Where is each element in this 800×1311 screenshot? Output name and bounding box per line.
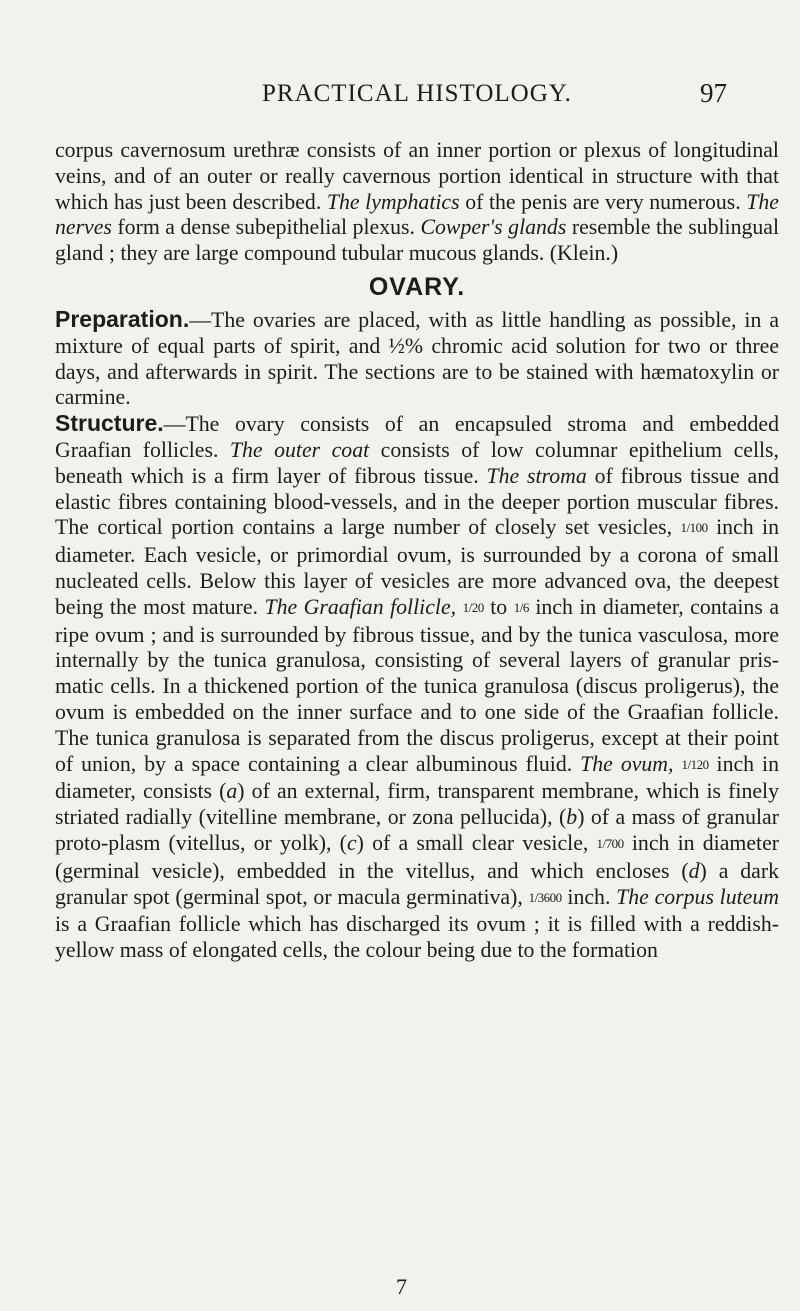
section-title: OVARY. bbox=[368, 272, 466, 301]
page-body bbox=[55, 138, 779, 964]
fraction: 1/700 bbox=[596, 835, 624, 851]
text-run: is a Graafian follicle which has discharged its ovum ; it is filled with a reddish-yellow mass of elongated cells, the colour being due to the formation bbox=[55, 912, 779, 963]
text-run: inch in diameter, contains a ripe ovum ; and is surrounded by fibrous tissue, and by the tunica vasculosa, more internally by the tunica granulosa, consisting of several layers of granular pris-matic cells. In a thickened portion of the tunica granulosa (discus proligerus), the ovum is embedded on the inner surface and to one side of the Graafian follicle. The tunica granulosa is separated from the discus proligerus, except at their point of union, by a space containing a clear albuminous fluid. bbox=[55, 594, 779, 776]
italic-term: Cowper's glands bbox=[420, 215, 567, 240]
text-run: consists of low columnar epithelium cells, beneath which is a firm layer of fibrous tissue. bbox=[55, 437, 779, 488]
fraction: 1/120 bbox=[681, 756, 709, 772]
fraction: 1/6 bbox=[513, 599, 529, 615]
page-header bbox=[0, 74, 800, 114]
structure-paragraph bbox=[55, 411, 779, 964]
running-head: PRACTICAL HISTOLOGY. bbox=[262, 80, 572, 107]
fraction: 1/20 bbox=[462, 599, 484, 615]
italic-term: The nerves bbox=[55, 189, 779, 240]
preparation-heading: Preparation. bbox=[55, 305, 190, 332]
italic-term: The Graafian follicle, bbox=[264, 594, 457, 619]
structure-heading: Structure. bbox=[55, 410, 164, 437]
text-run: of fibrous tissue and elastic fibres containing blood-vessels, and in the deeper portion muscular fibres. The cortical portion contains a large number of closely set vesicles, bbox=[55, 463, 779, 540]
italic-letter: c bbox=[346, 830, 357, 855]
italic-term: The lymphatics bbox=[326, 189, 460, 214]
italic-letter: b bbox=[566, 805, 578, 830]
page-number: 97 bbox=[700, 78, 727, 108]
text-run: ) of an external, firm, transparent membrane, which is finely striated radially (vitelline membrane, or zona pellucida), ( bbox=[55, 779, 779, 830]
text-run: —The ovaries are placed, with as little handling as possible, in a mixture of equal parts of spirit, and ½% chromic acid solution for two or three days, and afterwards in spirit. The sections are to be stained with hæmatoxylin or carmine. bbox=[55, 307, 779, 410]
italic-term: The corpus luteum bbox=[616, 884, 779, 909]
italic-letter: d bbox=[688, 858, 700, 883]
text-run: inch in diameter, consists ( bbox=[55, 751, 779, 804]
fraction: 1/100 bbox=[680, 520, 708, 536]
text-run: inch in diameter (germinal vesicle), embedded in the vitellus, and which encloses ( bbox=[55, 830, 780, 883]
italic-letter: a bbox=[226, 779, 238, 804]
preparation-paragraph bbox=[55, 307, 779, 411]
italic-term: The outer coat bbox=[229, 437, 370, 462]
italic-term: The ovum, bbox=[580, 751, 674, 776]
text-run: resemble the sublingual gland ; they are large compound tubular mucous glands. (Klein.) bbox=[55, 215, 780, 266]
text-run: inch. bbox=[561, 884, 617, 909]
text-run: of the penis are very numerous. bbox=[459, 189, 747, 214]
text-run: inch in diameter. Each vesicle, or primordial ovum, is surrounded by a corona of small nucleated cells. Below this layer of vesicles are more advanced ova, the deepest being the most mature. bbox=[55, 515, 779, 619]
text-run: to bbox=[483, 594, 514, 619]
text-run: ) of a mass of granular proto-plasm (vitellus, or yolk), ( bbox=[55, 805, 779, 855]
text-run: form a dense subepithelial plexus. bbox=[111, 215, 421, 240]
text-run: ) a dark granular spot (germinal spot, or macula germinativa), bbox=[55, 858, 780, 909]
text-run: ) of a small clear vesicle, bbox=[356, 830, 597, 855]
italic-term: The stroma bbox=[486, 463, 587, 488]
signature-mark: 7 bbox=[396, 1274, 407, 1299]
text-run: —The ovary consists of an encapsuled stroma and embedded Graafian follicles. bbox=[55, 412, 779, 462]
text-run: corpus cavernosum urethræ consists of an inner portion or plexus of longitudinal veins, and of an outer or really cavernous portion identical in structure with that which has just been described. bbox=[55, 138, 779, 214]
fraction: 1/3600 bbox=[528, 889, 562, 905]
text-run bbox=[456, 595, 463, 619]
intro-paragraph bbox=[55, 138, 779, 267]
